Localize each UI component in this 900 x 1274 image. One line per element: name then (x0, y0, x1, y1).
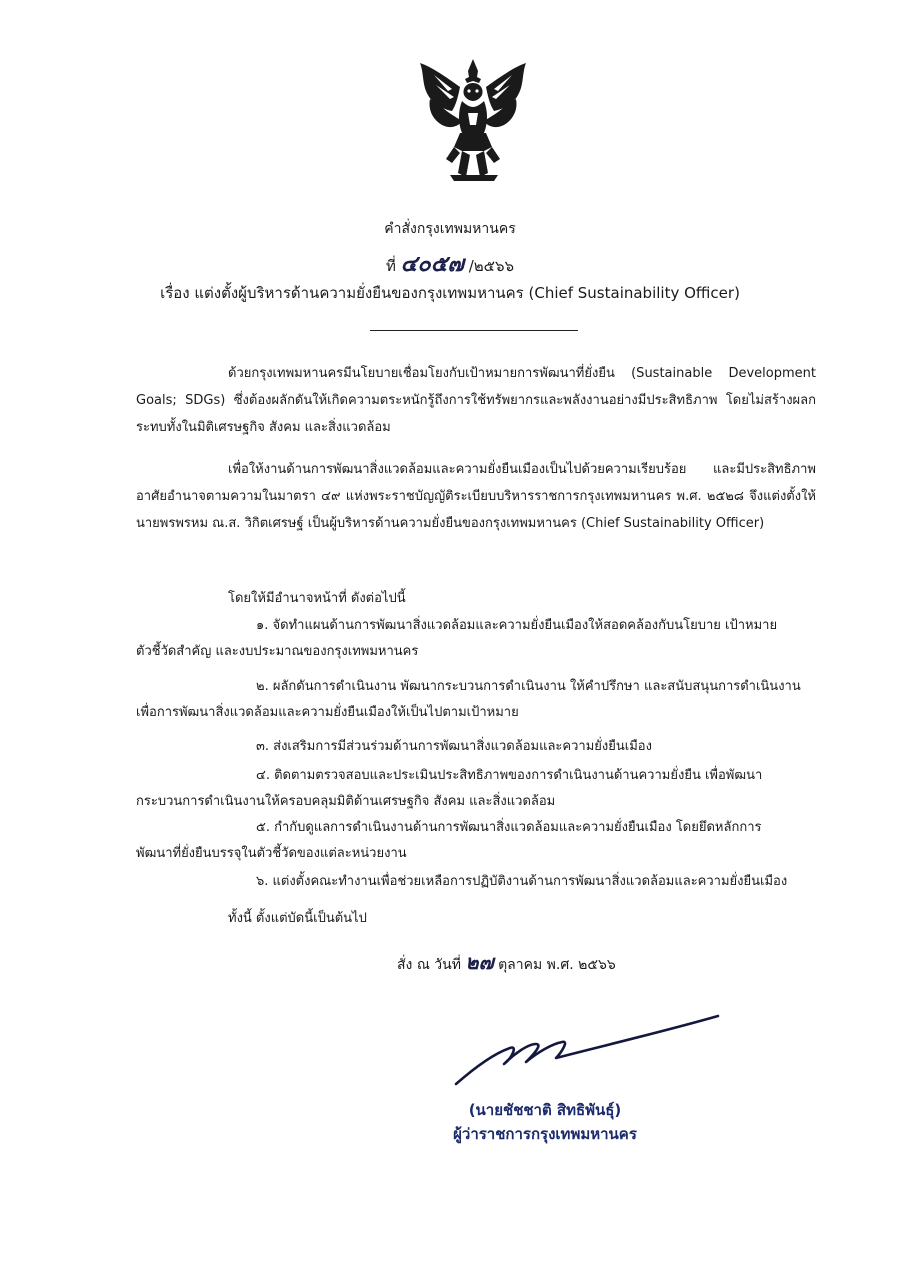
paragraph-2-text: เพื่อให้งานด้านการพัฒนาสิ่งแวดล้อมและความยั่งยืนเมืองเป็นไปด้วยความเรียบร้อย และมีประสิทธิภาพ อาศัยอำนาจตามความในมาตรา ๔๙ แห่งพระราชบัญญัติระเบียบบริหารราชการกรุงเทพมหานคร พ.ศ. ๒๕๒๘ จึงแต่งตั้งให้ นายพรพรหม ณ.ส. วิกิตเศรษฐ์ เป็นผู้บริหารด้านความยั่งยืนของกรุงเทพมหานคร (Chief Sustainability Officer) (136, 462, 816, 531)
effective-statement: ทั้งนี้ ตั้งแต่บัดนี้เป็นต้นไป (228, 911, 367, 926)
dateline (397, 952, 616, 975)
garuda-emblem (412, 55, 534, 185)
duty-2-line2: เพื่อการพัฒนาสิ่งแวดล้อมและความยั่งยืนเมืองให้เป็นไปตามเป้าหมาย (136, 705, 519, 720)
duty-3-line1: ๓. ส่งเสริมการมีส่วนร่วมด้านการพัฒนาสิ่งแวดล้อมและความยั่งยืนเมือง (256, 739, 652, 754)
duty-6-line1: ๖. แต่งตั้งคณะทำงานเพื่อช่วยเหลือการปฏิบัติงานด้านการพัฒนาสิ่งแวดล้อมและความยั่งยืนเมือง (256, 874, 788, 889)
signatory-name: (นายชัชชาติ สิทธิพันธุ์) (468, 1101, 622, 1119)
duty-5-line1: ๕. กำกับดูแลการดำเนินงานด้านการพัฒนาสิ่งแวดล้อมและความยั่งยืนเมือง โดยยึดหลักการ (256, 820, 762, 835)
order-number-line (0, 246, 900, 281)
dateline-prefix: สั่ง ณ วันที่ (397, 957, 461, 973)
paragraph-2 (136, 456, 816, 537)
dateline-day-handwritten: ๒๗ (465, 950, 494, 974)
title-divider (370, 330, 578, 331)
dateline-suffix: ตุลาคม พ.ศ. ๒๕๖๖ (498, 957, 616, 973)
duty-1-line2: ตัวชี้วัดสำคัญ และงบประมาณของกรุงเทพมหานคร (136, 644, 419, 659)
handwritten-signature (452, 1010, 722, 1090)
duty-5-line2: พัฒนาที่ยั่งยืนบรรจุในตัวชี้วัดของแต่ละหน่วยงาน (136, 846, 407, 861)
duty-4-line1: ๔. ติดตามตรวจสอบและประเมินประสิทธิภาพของการดำเนินงานด้านความยั่งยืน เพื่อพัฒนา (256, 768, 763, 783)
duty-1-line1: ๑. จัดทำแผนด้านการพัฒนาสิ่งแวดล้อมและความยั่งยืนเมืองให้สอดคล้องกับนโยบาย เป้าหมาย (256, 618, 778, 633)
paragraph-1-text: ด้วยกรุงเทพมหานครมีนโยบายเชื่อมโยงกับเป้าหมายการพัฒนาที่ยั่งยืน (Sustainable Development Goals; SDGs) ซึ่งต้องผลักดันให้เกิดความตระหนักรู้ถึงการใช้ทรัพยากรและพลังงานอย่างมีประสิทธิภาพ โดยไม่สร้างผลกระทบทั้งในมิติเศรษฐกิจ สังคม และสิ่งแวดล้อม (136, 366, 816, 435)
duty-4-line2: กระบวนการดำเนินงานให้ครอบคลุมมิติด้านเศรษฐกิจ สังคม และสิ่งแวดล้อม (136, 794, 556, 809)
order-number-handwritten: ๔๐๕๗ (400, 251, 464, 277)
order-prefix: ที่ (385, 257, 396, 275)
signatory-position: ผู้ว่าราชการกรุงเทพมหานคร (453, 1125, 637, 1143)
document-title: คำสั่งกรุงเทพมหานคร (384, 221, 516, 237)
order-year: /๒๕๖๖ (468, 257, 515, 275)
subject-line: เรื่อง แต่งตั้งผู้บริหารด้านความยั่งยืนของกรุงเทพมหานคร (Chief Sustainability Officer) (160, 284, 740, 302)
duty-2-line1: ๒. ผลักดันการดำเนินงาน พัฒนากระบวนการดำเนินงาน ให้คำปรึกษา และสนับสนุนการดำเนินงาน (256, 679, 801, 694)
duties-intro: โดยให้มีอำนาจหน้าที่ ดังต่อไปนี้ (228, 591, 406, 606)
paragraph-1 (136, 360, 816, 441)
